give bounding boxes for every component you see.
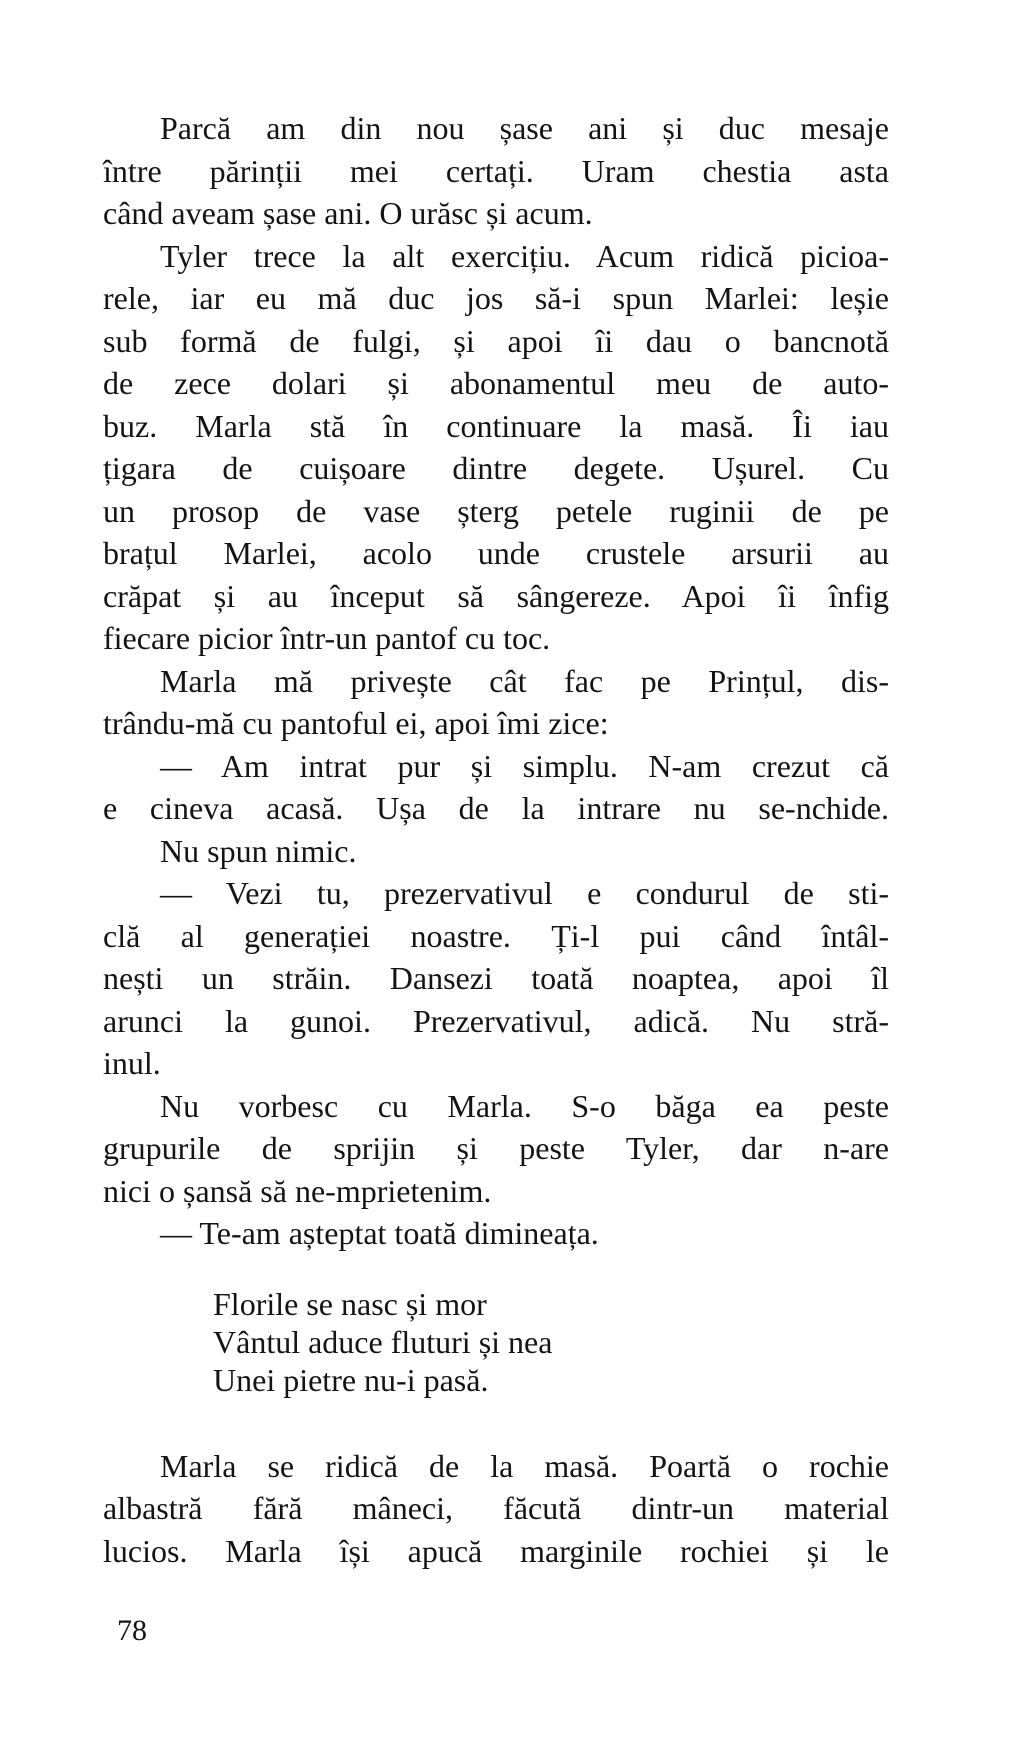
text-line: Marla se ridică de la masă. Poartă o rochie — [160, 1447, 889, 1484]
text-line: fiecare picior într-un pantof cu toc. — [103, 620, 551, 656]
text-line: buz. Marla stă în continuare la masă. Îi iau — [103, 407, 889, 444]
haiku-block — [213, 1285, 889, 1399]
paragraph — [103, 235, 889, 660]
paragraph — [103, 660, 889, 745]
text-line: între părinții mei certați. Uram chestia asta — [103, 152, 889, 189]
text-line: când aveam șase ani. O urăsc și acum. — [103, 195, 593, 231]
text-line: Nu spun nimic. — [160, 832, 357, 869]
haiku-line: Vântul aduce fluturi și nea — [213, 1323, 553, 1360]
text-line: clă al generației noastre. Ți-l pui când întâl- — [103, 917, 889, 954]
dialogue-paragraph — [103, 872, 889, 1085]
text-line: inul. — [103, 1045, 161, 1081]
text-line: crăpat și au început să sângereze. Apoi îi înfig — [103, 577, 889, 614]
text-line: un prosop de vase șterg petele ruginii de pe — [103, 492, 889, 529]
text-line: nici o șansă să ne-mprietenim. — [103, 1172, 492, 1209]
text-line: Nu vorbesc cu Marla. S-o băga ea peste — [160, 1087, 889, 1124]
text-line: rele, iar eu mă duc jos să-i spun Marlei: leșie — [103, 280, 889, 316]
haiku-line: Unei pietre nu-i pasă. — [213, 1361, 489, 1398]
text-line: — Am intrat pur și simplu. N-am crezut că — [160, 747, 889, 784]
text-line: nești un străin. Dansezi toată noaptea, apoi îl — [103, 960, 889, 996]
text-line: Tyler trece la alt exercițiu. Acum ridică picioa- — [160, 237, 889, 274]
text-line: e cineva acasă. Ușa de la intrare nu se-nchide. — [103, 790, 889, 826]
page-number: 78 — [117, 1614, 147, 1647]
dialogue-paragraph — [103, 1212, 889, 1255]
paragraph — [103, 830, 889, 873]
text-line: grupurile de sprijin și peste Tyler, dar n-are — [103, 1130, 889, 1166]
text-line: albastră fără mâneci, făcută dintr-un material — [103, 1490, 889, 1526]
text-line: Marla mă privește cât fac pe Prințul, dis- — [160, 662, 889, 699]
page-text-block — [103, 107, 889, 1572]
text-line: țigara de cuișoare dintre degete. Ușurel. Cu — [103, 450, 889, 486]
text-line: — Te-am așteptat toată dimineața. — [160, 1215, 599, 1251]
haiku-line: Florile se nasc și mor — [213, 1285, 487, 1322]
text-line: de zece dolari și abonamentul meu de auto- — [103, 365, 889, 401]
text-line: — Vezi tu, prezervativul e condurul de sti- — [160, 875, 889, 911]
text-line: trându-mă cu pantoful ei, apoi îmi zice: — [103, 705, 609, 741]
dialogue-paragraph — [103, 745, 889, 830]
text-line: sub formă de fulgi, și apoi îi dau o bancnotă — [103, 322, 889, 359]
paragraph — [103, 1085, 889, 1213]
text-line: lucios. Marla își apucă marginile rochiei și le — [103, 1532, 889, 1569]
text-line: Parcă am din nou șase ani și duc mesaje — [160, 110, 889, 146]
text-line: arunci la gunoi. Prezervativul, adică. Nu stră- — [103, 1002, 889, 1039]
paragraph — [103, 1445, 889, 1573]
text-line: brațul Marlei, acolo unde crustele arsurii au — [103, 535, 889, 571]
paragraph — [103, 107, 889, 235]
